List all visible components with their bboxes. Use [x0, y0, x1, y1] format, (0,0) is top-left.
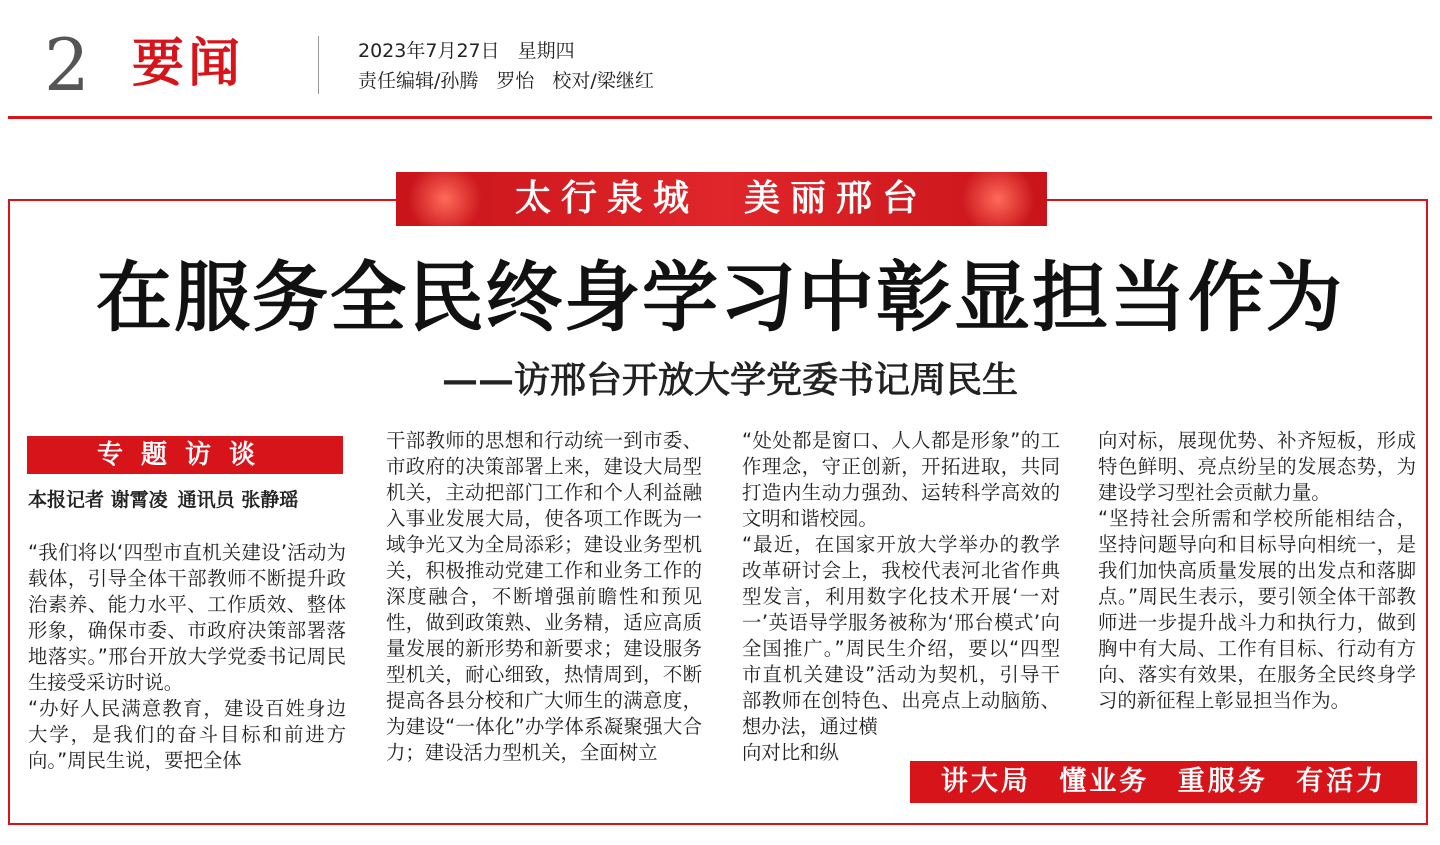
- article-column-1: “我们将以‘四型市直机关建设’活动为载体，引导全体干部教师不断提升政治素养、能力水平、工作质效、整体形象，确保市委、市政府决策部署落地落实。”邢台开放大学党委书记周民生接受采访时说。 “办好人民满意教育，建设百姓身边大学，是我们的奋斗目标和前进方向。”周民生说，要把全体: [28, 541, 346, 772]
- byline-correspondent: 通讯员 张静瑶: [177, 489, 299, 511]
- header-info: [358, 36, 672, 96]
- byline: [28, 485, 308, 515]
- editor-credit: 责任编辑/孙腾: [358, 70, 479, 92]
- proofreader-credit: 校对/梁继红: [552, 70, 654, 92]
- firework-decoration: [400, 172, 490, 226]
- editor-credit-extra: 罗怡: [496, 70, 535, 92]
- issue-date: 2023年7月27日: [358, 40, 500, 62]
- article-column-2: 干部教师的思想和行动统一到市委、市政府的决策部署上来，建设大局型机关，主动把部门工作和个人利益融入事业发展大局，使各项工作既为一域争光又为全局添彩；建设业务型机关，积极推动党建工作和业务工作的深度融合，不断增强前瞻性和预见性，做到政策熟、业务精，适应高质量发展的新形势和新要求；建设服务型机关，耐心细致，热情周到，不断提高各县分校和广大师生的满意度，为建设“一体化”办学体系凝聚强大合力；建设活力型机关，全面树立: [386, 429, 702, 764]
- section-title: 要闻: [132, 34, 245, 94]
- issue-weekday: 星期四: [517, 40, 575, 62]
- header-rule: [8, 116, 1432, 119]
- byline-reporter: 本报记者 谢霄凌: [28, 489, 168, 511]
- campaign-banner: [396, 172, 1047, 226]
- page-number: 2: [44, 23, 90, 107]
- article-subheadline: ——访邢台开放大学党委书记周民生: [441, 359, 1018, 401]
- banner-right-text: 美丽邢台: [744, 178, 929, 219]
- article-column-3: “处处都是窗口、人人都是形象”的工作理念，守正创新，开拓进取，共同打造内生动力强劲、运转科学高效的文明和谐校园。 “最近，在国家开放大学举办的教学改革研讨会上，我校代表河北省作典型发言，利用数字化技术开展‘一对一’英语导学服务被称为‘邢台模式’向全国推广。”周民生介绍，要以“四型市直机关建设”活动为契机，引导干部教师在创特色、出亮点上动脑筋、想办法，通过横 向对比和纵: [742, 429, 1060, 764]
- slogan-banner: 讲大局 懂业务 重服务 有活力: [910, 761, 1417, 803]
- firework-decoration: [953, 172, 1043, 226]
- header-divider: [318, 36, 319, 94]
- column-tag: 专题访谈: [27, 436, 343, 474]
- article-headline: 在服务全民终身学习中彰显担当作为: [96, 253, 1344, 342]
- banner-left-text: 太行泉城: [514, 178, 699, 219]
- article-column-4: 向对标，展现优势、补齐短板，形成特色鲜明、亮点纷呈的发展态势，为建设学习型社会贡献力量。 “坚持社会所需和学校所能相结合，坚持问题导向和目标导向相统一，是我们加快高质量发展的出发点和落脚点。”周民生表示，要引领全体干部教师进一步提升战斗力和执行力，做到胸中有大局、工作有目标、行动有方向、落实有效果，在服务全民终身学习的新征程上彰显担当作为。: [1098, 429, 1416, 712]
